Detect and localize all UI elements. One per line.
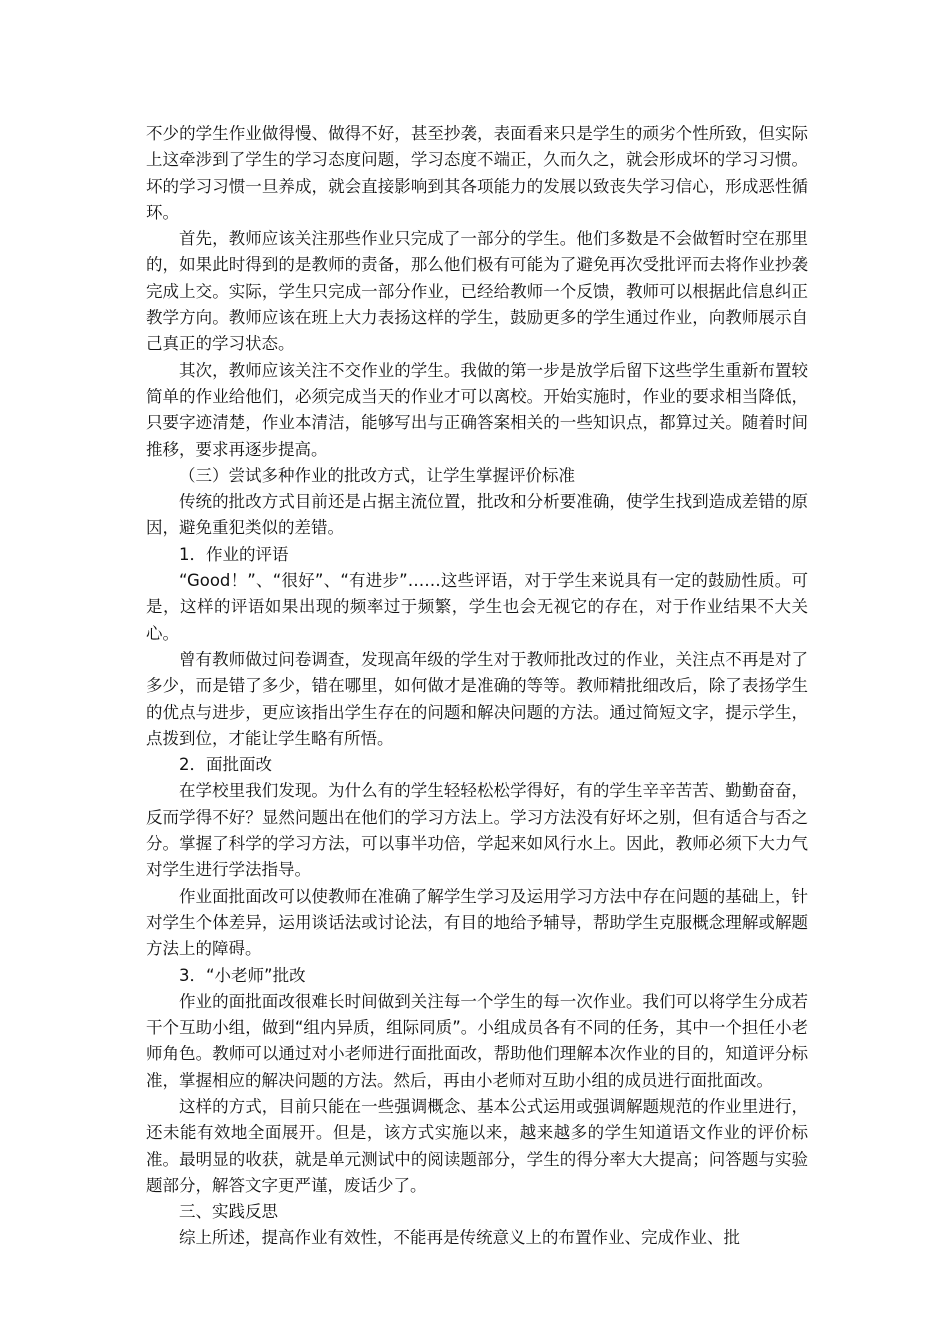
paragraph-face-to-face-1: 在学校里我们发现。为什么有的学生轻轻松松学得好，有的学生辛辛苦苦、勤勤奋奋，反而学得不好？显然问题出在他们的学习方法上。学习方法没有好坏之别，但有适合与否之分。掌握了科学的学习方法，可以事半功倍，学起来如风行水上。因此，教师必须下大力气对学生进行学法指导。 <box>146 781 808 880</box>
paragraph-little-teacher-1: 作业的面批面改很难长时间做到关注每一个学生的每一次作业。我们可以将学生分成若干个互助小组，做到“组内异质，组际同质”。小组成员各有不同的任务，其中一个担任小老师角色。教师可以通过对小老师进行面批面改，帮助他们理解本次作业的目的，知道评分标准，掌握相应的解决问题的方法。然后，再由小老师对互助小组的成员进行面批面改。 <box>146 991 808 1090</box>
section-heading-3: （三）尝试多种作业的批改方式，让学生掌握评价标准 <box>179 465 575 485</box>
paragraph-face-to-face-2: 作业面批面改可以使教师在准确了解学生学习及运用学习方法中存在问题的基础上，针对学生个体差异，运用谈话法或讨论法，有目的地给予辅导，帮助学生克服概念理解或解题方法上的障碍。 <box>146 886 808 959</box>
paragraph-little-teacher-2: 这样的方式，目前只能在一些强调概念、基本公式运用或强调解题规范的作业里进行，还未能有效地全面展开。但是，该方式实施以来，越来越多的学生知道语文作业的评价标准。最明显的收获，就是单元测试中的阅读题部分，学生的得分率大大提高；问答题与实验题部分，解答文字更严谨，废话少了。 <box>146 1096 808 1195</box>
paragraph-first-point: 首先，教师应该关注那些作业只完成了一部分的学生。他们多数是不会做暂时空在那里的，如果此时得到的是教师的责备，那么他们极有可能为了避免再次受批评而去将作业抄袭完成上交。实际，学生只完成一部分作业，已经给教师一个反馈，教师可以根据此信息纠正教学方向。教师应该在班上大力表扬这样的学生，鼓励更多的学生通过作业，向教师展示自己真正的学习状态。 <box>146 229 808 354</box>
paragraph-comments-2: 曾有教师做过问卷调查，发现高年级的学生对于教师批改过的作业，关注点不再是对了多少，而是错了多少，错在哪里，如何做才是准确的等等。教师精批细改后，除了表扬学生的优点与进步，更应该指出学生存在的问题和解决问题的方法。通过简短文字，提示学生，点拨到位，才能让学生略有所悟。 <box>146 649 808 748</box>
paragraph-traditional-grading: 传统的批改方式目前还是占据主流位置，批改和分析要准确，使学生找到造成差错的原因，避免重犯类似的差错。 <box>146 492 808 538</box>
section-heading-reflection: 三、实践反思 <box>179 1202 278 1222</box>
paragraph-conclusion: 综上所述，提高作业有效性，不能再是传统意义上的布置作业、完成作业、批 <box>179 1228 740 1248</box>
subheading-comments: 1．作业的评语 <box>179 544 289 564</box>
subheading-little-teacher: 3．“小老师”批改 <box>179 965 306 985</box>
paragraph-second-point: 其次，教师应该关注不交作业的学生。我做的第一步是放学后留下这些学生重新布置较简单的作业给他们，必须完成当天的作业才可以离校。开始实施时，作业的要求相当降低，只要字迹清楚，作业本清洁，能够写出与正确答案相关的一些知识点，都算过关。随着时间推移，要求再逐步提高。 <box>146 360 808 459</box>
document-body <box>146 121 808 1252</box>
subheading-face-to-face: 2．面批面改 <box>179 755 272 775</box>
paragraph-continuation: 不少的学生作业做得慢、做得不好，甚至抄袭，表面看来只是学生的顽劣个性所致，但实际上这牵涉到了学生的学习态度问题，学习态度不端正，久而久之，就会形成坏的学习习惯。坏的学习习惯一旦养成，就会直接影响到其各项能力的发展以致丧失学习信心，形成恶性循环。 <box>146 124 808 222</box>
paragraph-comments-1: “Good！”、“很好”、“有进步”……这些评语，对于学生来说具有一定的鼓励性质。可是，这样的评语如果出现的频率过于频繁，学生也会无视它的存在，对于作业结果不大关心。 <box>146 571 808 643</box>
